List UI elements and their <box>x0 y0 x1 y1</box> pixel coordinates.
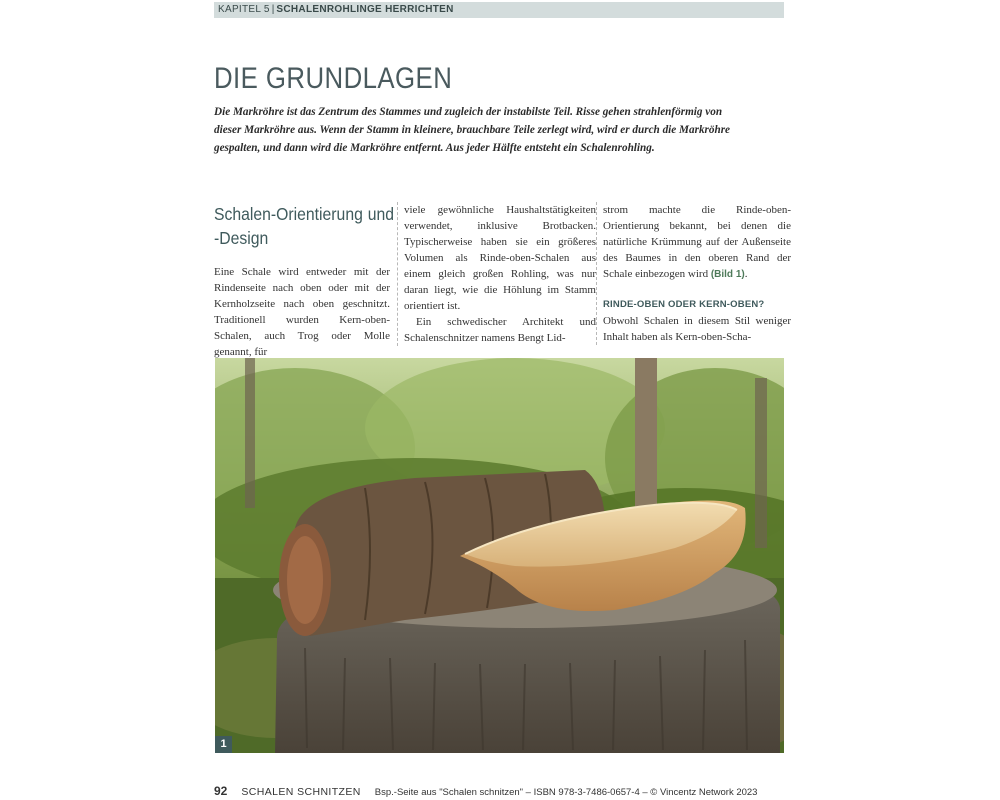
page-footer <box>214 784 757 798</box>
copyright-notice: Bsp.-Seite aus "Schalen schnitzen" – ISBN 978-3-7486-0657-4 – © Vincentz Network 2023 <box>374 787 758 798</box>
book-title: SCHALEN SCHNITZEN <box>241 786 361 798</box>
column-3-paragraph-2: Obwohl Schalen in diesem Stil weniger Inhalt haben als Kern-oben-Scha- <box>603 315 791 343</box>
sub-heading: RINDE-OBEN ODER KERN-OBEN? <box>603 299 765 310</box>
wooden-bowl-photo <box>215 358 784 753</box>
section-heading: Schalen-Orientierung und -Design <box>214 204 394 248</box>
column-2-paragraph-1: viele gewöhnliche Haushaltstätigkeiten verwendet, inklusive Brotbacken. Typischerweise haben sie ein größeres Volumen als Rinde-oben-Schalen aus einem gleich großen Rohling, was nur daran liegt, wie die Höhlung im Stamm orientiert ist. <box>404 204 596 312</box>
photo-illustration <box>215 358 784 753</box>
page-number: 92 <box>214 784 228 798</box>
figure-reference: (Bild 1) <box>710 269 745 280</box>
text-column-3 <box>596 202 791 345</box>
chapter-label: KAPITEL 5 <box>218 4 270 15</box>
chapter-header-bar <box>214 2 784 18</box>
chapter-topic: SCHALENROHLINGE HERRICHTEN <box>276 4 454 15</box>
text-column-1 <box>214 202 394 360</box>
column-3-paragraph-1 <box>603 202 791 283</box>
column-2-paragraph-2: Ein schwedischer Architekt und Schalenschnitzer namens Bengt Lid- <box>404 316 596 344</box>
text-column-2 <box>397 202 596 346</box>
column-3-paragraph-1-end: . <box>744 268 748 280</box>
column-3-paragraph-1-text: strom machte die Rinde-oben-Orientierung bekannt, bei denen die natürliche Krümmung auf der Außenseite des Baumes in den oberen Rand der Schale einbezogen wird <box>603 204 791 280</box>
intro-paragraph: Die Markröhre ist das Zentrum des Stammes und zugleich der instabilste Teil. Risse gehen strahlenförmig von dieser Markröhre aus. Wenn der Stamm in kleinere, brauchbare Teile zerlegt wird, wird er durch die Markröhre gespalten, und dann wird die Markröhre entfernt. Aus jeder Hälfte entsteht ein Schalenrohling. <box>214 106 731 154</box>
page-title: DIE GRUNDLAGEN <box>214 62 453 95</box>
figure-number-badge: 1 <box>215 736 232 753</box>
header-separator: | <box>271 4 275 15</box>
column-1-text: Eine Schale wird entweder mit der Rindenseite nach oben oder mit der Kernholzseite nach oben geschnitzt. Traditionell wurden Kern-oben-Schalen, auch Trog oder Molle genannt, für <box>214 266 390 358</box>
